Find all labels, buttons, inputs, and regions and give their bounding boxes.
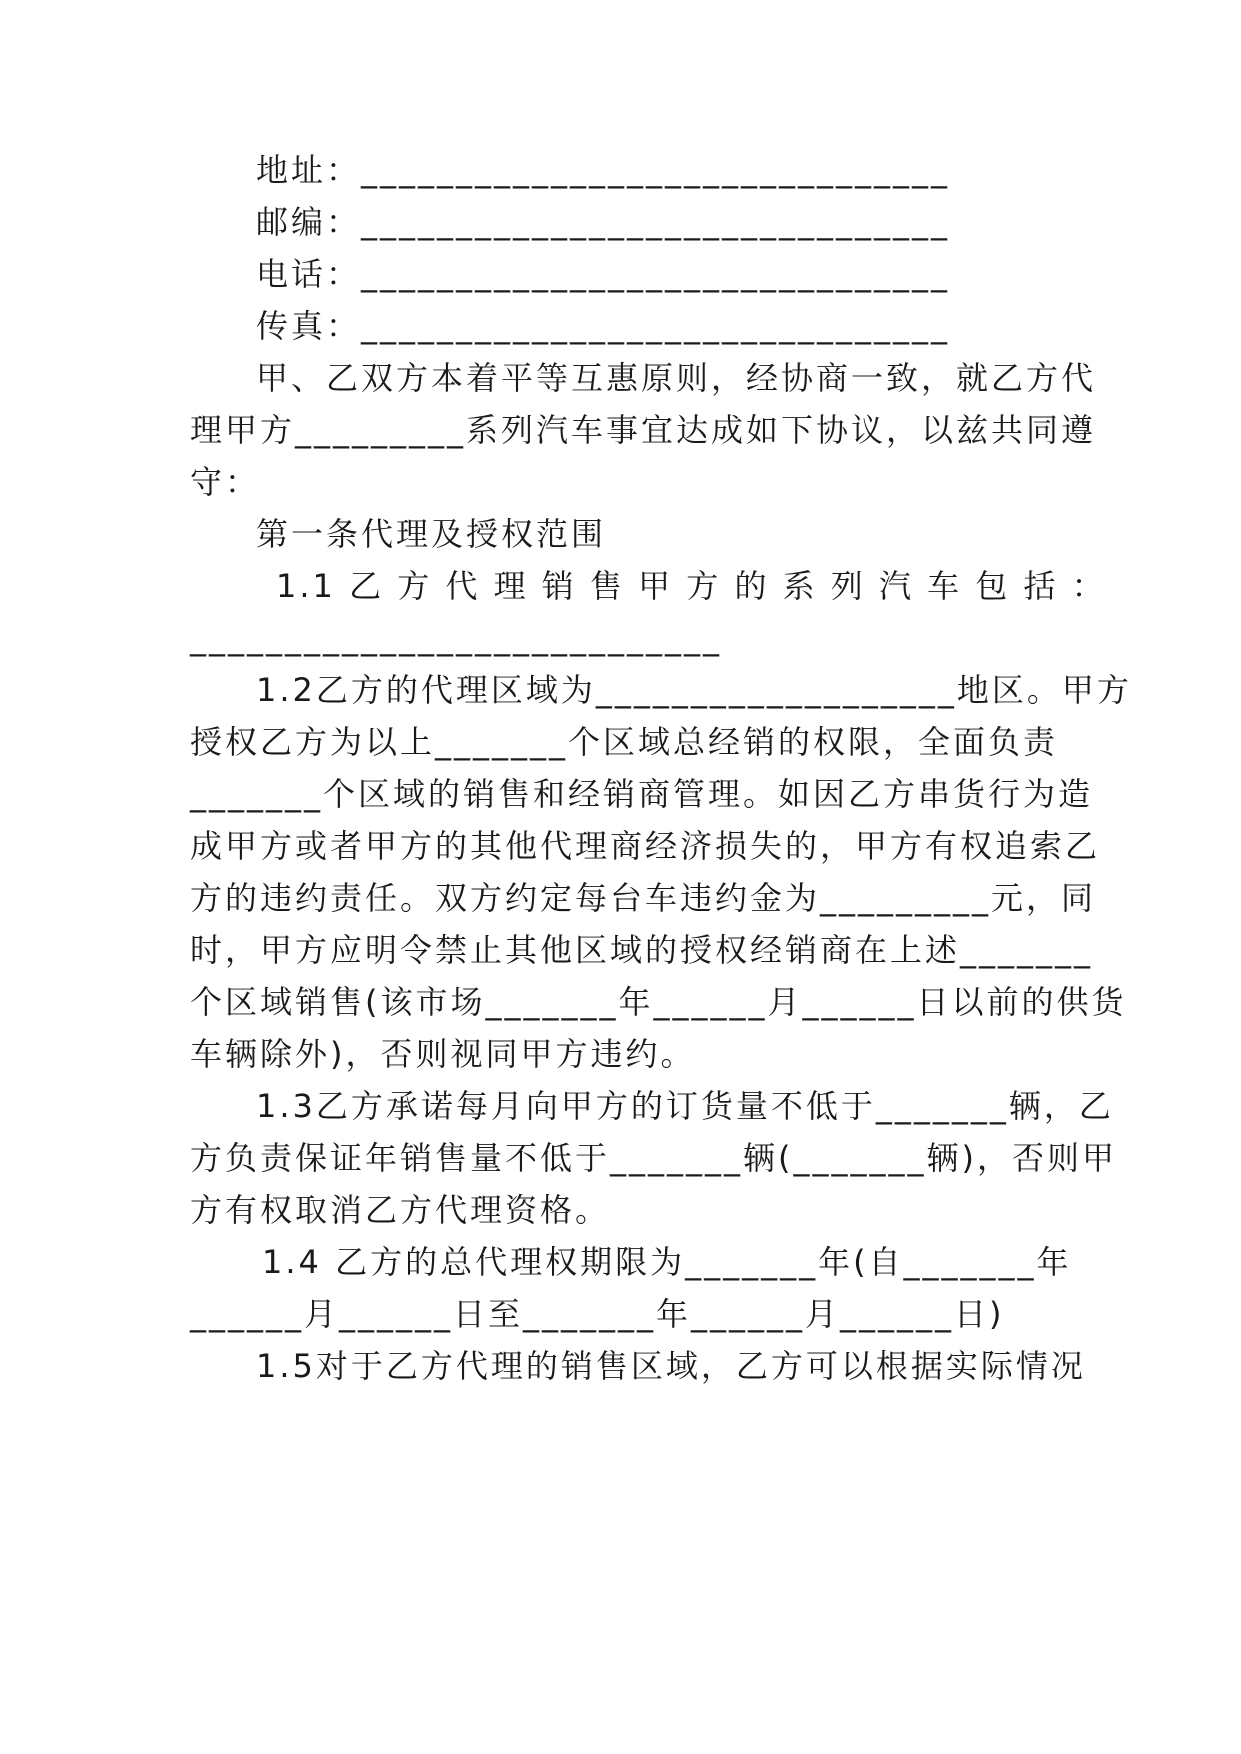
clause-line: 1.2乙方的代理区域为___________________地区。甲方 xyxy=(256,671,1132,709)
section-heading: 第一条代理及授权范围 xyxy=(256,515,607,553)
clause-line: 方有权取消乙方代理资格。 xyxy=(190,1191,611,1229)
postcode-field: 邮编：_______________________________ xyxy=(256,203,951,241)
paragraph-line: 守： xyxy=(190,463,261,501)
fax-field: 传真：_______________________________ xyxy=(256,307,951,345)
clause-line: 方负责保证年销售量不低于_______辆(_______辆)，否则甲 xyxy=(190,1139,1117,1177)
paragraph-line: 理甲方_________系列汽车事宜达成如下协议，以兹共同遵 xyxy=(190,411,1097,449)
paragraph-line: 甲、乙双方本着平等互惠原则，经协商一致，就乙方代 xyxy=(256,359,1097,397)
clause-line: 1.3乙方承诺每月向甲方的订货量不低于_______辆，乙 xyxy=(256,1087,1114,1125)
address-field: 地址：_______________________________ xyxy=(256,151,951,189)
clause-line: 授权乙方为以上_______个区域总经销的权限，全面负责 xyxy=(190,723,1059,761)
clause-line: 个区域销售(该市场_______年______月______日以前的供货 xyxy=(190,983,1127,1021)
clause-line: 1.5对于乙方代理的销售区域，乙方可以根据实际情况 xyxy=(256,1347,1086,1385)
clause-line: 成甲方或者甲方的其他代理商经济损失的，甲方有权追索乙 xyxy=(190,827,1101,865)
clause-line: 车辆除外)，否则视同甲方违约。 xyxy=(190,1035,696,1073)
clause-line: 时，甲方应明令禁止其他区域的授权经销商在上述_______ xyxy=(190,931,1094,969)
clause-line: 方的违约责任。双方约定每台车违约金为_________元，同 xyxy=(190,879,1097,917)
clause-line: _______个区域的销售和经销商管理。如因乙方串货行为造 xyxy=(190,775,1094,813)
clause-line: ____________________________ xyxy=(190,619,722,657)
clause-line: 1.4 乙方的总代理权期限为_______年(自_______年 xyxy=(262,1243,1072,1281)
clause-line: ______月______日至_______年______月______日) xyxy=(190,1295,1005,1333)
phone-field: 电话：_______________________________ xyxy=(256,255,951,293)
clause-line: 1.1 乙 方 代 理 销 售 甲 方 的 系 列 汽 车 包 括 ： xyxy=(276,567,1107,605)
